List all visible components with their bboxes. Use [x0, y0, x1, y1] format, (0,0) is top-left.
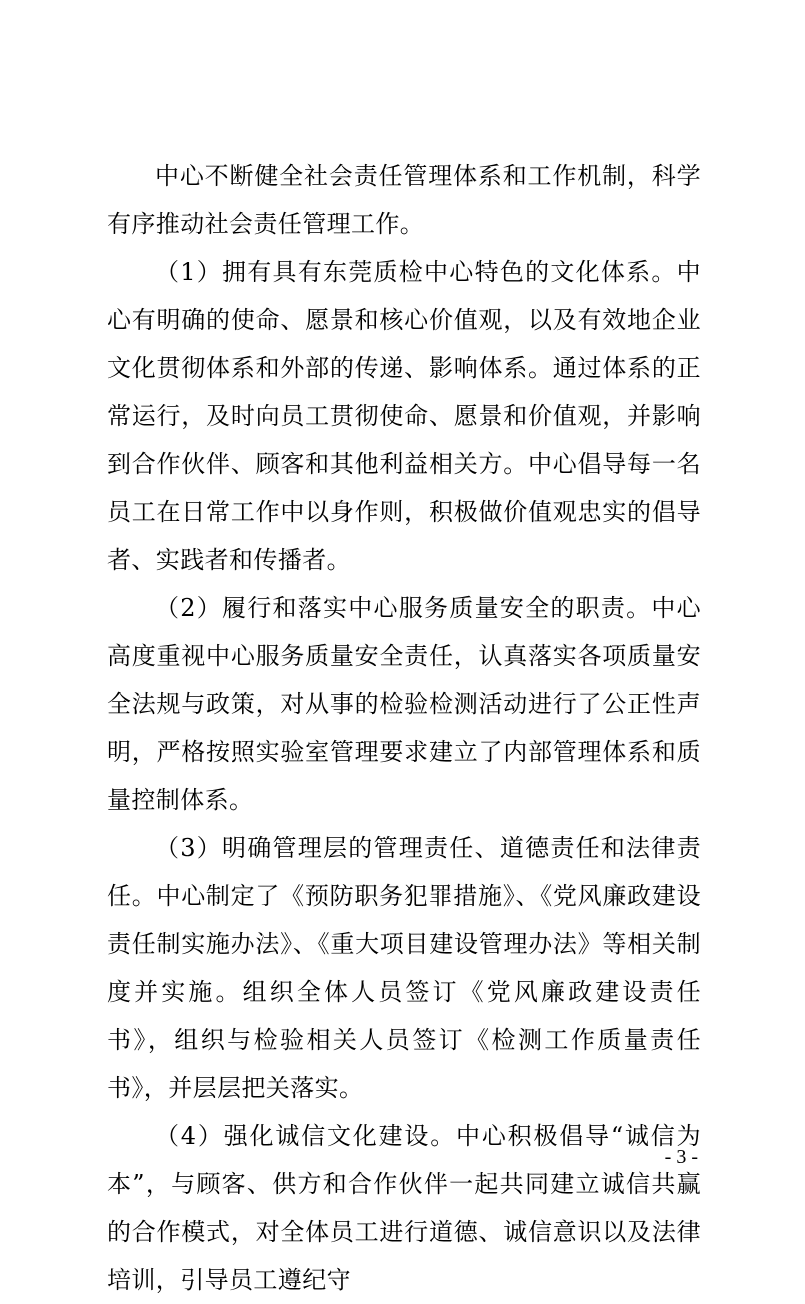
paragraph-item-4: （4）强化诚信文化建设。中心积极倡导“诚信为本”，与顾客、供方和合作伙伴一起共同建立诚信共赢的合作模式，对全体员工进行道德、诚信意识以及法律培训，引导员工遵纪守 [107, 1122, 701, 1294]
page-number: - 3 - [664, 1146, 698, 1168]
paragraph-item-3: （3）明确管理层的管理责任、道德责任和法律责任。中心制定了《预防职务犯罪措施》、《党风廉政建设责任制实施办法》、《重大项目建设管理办法》等相关制度并实施。组织全体人员签订《党风廉政建设责任书》，组织与检验相关人员签订《检测工作质量责任书》，并层层把关落实。 [107, 834, 701, 1102]
paragraph-intro: 中心不断健全社会责任管理体系和工作机制，科学有序推动社会责任管理工作。 [107, 162, 701, 238]
body-text [107, 152, 701, 1304]
paragraph-item-2: （2）履行和落实中心服务质量安全的职责。中心高度重视中心服务质量安全责任，认真落实各项质量安全法规与政策，对从事的检验检测活动进行了公正性声明，严格按照实验室管理要求建立了内部管理体系和质量控制体系。 [107, 594, 701, 814]
paragraph-item-1: （1）拥有具有东莞质检中心特色的文化体系。中心有明确的使命、愿景和核心价值观，以及有效地企业文化贯彻体系和外部的传递、影响体系。通过体系的正常运行，及时向员工贯彻使命、愿景和价值观，并影响到合作伙伴、顾客和其他利益相关方。中心倡导每一名员工在日常工作中以身作则，积极做价值观忠实的倡导者、实践者和传播者。 [107, 258, 701, 574]
